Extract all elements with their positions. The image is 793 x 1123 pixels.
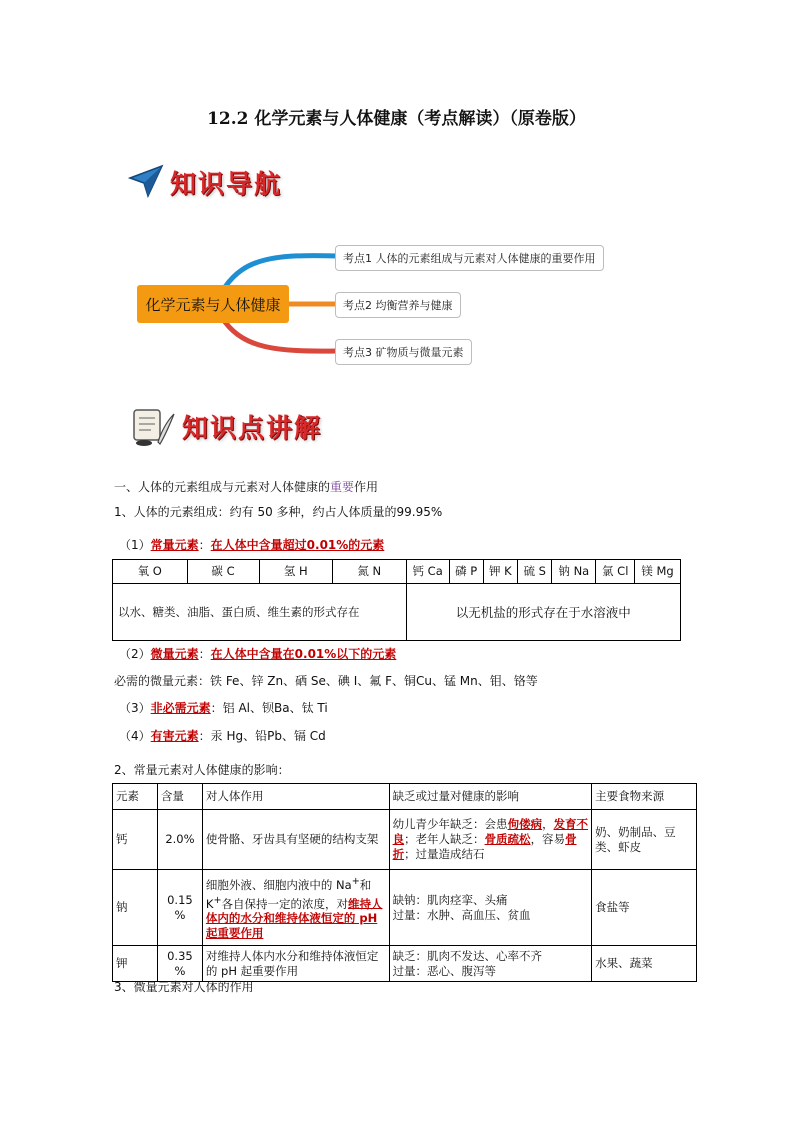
header-cell: 主要食物来源 bbox=[592, 784, 697, 810]
element-name: 钙 bbox=[113, 810, 158, 870]
macro-elements-table bbox=[112, 559, 681, 641]
element-cell: 钠 Na bbox=[552, 560, 596, 584]
effect-highlight: 发育不良 bbox=[392, 817, 589, 846]
element-role bbox=[202, 870, 389, 946]
organic-form-cell: 以水、糖类、油脂、蛋白质、维生素的形式存在 bbox=[113, 584, 407, 641]
nonessential-term: 非必需元素 bbox=[150, 701, 211, 715]
effect-deficiency: 缺乏：肌肉不发达、心率不齐 bbox=[392, 948, 543, 963]
effect-text: ；过量造成结石 bbox=[404, 847, 485, 861]
element-name: 钾 bbox=[113, 946, 158, 982]
element-effect bbox=[389, 870, 592, 946]
header-cell: 元素 bbox=[113, 784, 158, 810]
nonessential-list: ：铝 Al、钡Ba、钛 Ti bbox=[210, 701, 328, 715]
effect-text: ， bbox=[542, 817, 554, 831]
macro-effects-table bbox=[112, 783, 697, 982]
food-source: 食盐等 bbox=[592, 870, 697, 946]
section-heading-highlight: 重要 bbox=[330, 480, 355, 494]
role-text: 各自保持一定的浓度， bbox=[221, 896, 337, 911]
macro-term: 常量元素 bbox=[150, 538, 199, 552]
form-row bbox=[113, 584, 681, 641]
effect-excess: 过量：恶心、腹泻等 bbox=[392, 963, 497, 978]
food-source: 水果、蔬菜 bbox=[592, 946, 697, 982]
element-cell: 氮 N bbox=[333, 560, 406, 584]
food-source: 奶、奶制品、豆类、虾皮 bbox=[592, 810, 697, 870]
element-content: 0.15 % bbox=[157, 870, 202, 946]
element-role: 对维持人体内水分和维持体液恒定的 pH 起重要作用 bbox=[202, 946, 389, 982]
page-title: 12.2 化学元素与人体健康（考点解读）（原卷版） bbox=[207, 109, 586, 129]
element-effect bbox=[389, 946, 592, 982]
mindmap-branch-2: 考点2 均衡营养与健康 bbox=[335, 292, 461, 318]
element-name: 钠 bbox=[113, 870, 158, 946]
element-cell: 氧 O bbox=[113, 560, 188, 584]
section-heading-text: 一、人体的元素组成与元素对人体健康的 bbox=[114, 480, 331, 494]
section-heading bbox=[114, 479, 378, 495]
role-superscript: + bbox=[213, 894, 222, 906]
micro-element-definition bbox=[119, 646, 396, 662]
micro-definition: 在人体中含量在0.01%以下的元素 bbox=[210, 647, 397, 661]
element-cell: 钙 Ca bbox=[406, 560, 449, 584]
micro-term: 微量元素 bbox=[150, 647, 199, 661]
element-cell: 磷 P bbox=[449, 560, 483, 584]
effect-deficiency: 缺钠：肌肉痉挛、头痛 bbox=[392, 892, 508, 907]
harmful-elements bbox=[119, 728, 326, 744]
banner-knowledge-navigation: 知识导航 bbox=[170, 170, 283, 200]
mindmap-branch-3: 考点3 矿物质与微量元素 bbox=[335, 339, 472, 365]
scroll-quill-icon bbox=[128, 404, 176, 448]
element-cell: 钾 K bbox=[483, 560, 518, 584]
table-row bbox=[113, 810, 697, 870]
effect-highlight: 骨质疏松 bbox=[484, 832, 531, 846]
macro-element-definition bbox=[119, 537, 384, 553]
banner-knowledge-points: 知识点讲解 bbox=[182, 414, 323, 444]
macro-effects-heading: 2、常量元素对人体健康的影响： bbox=[114, 763, 290, 777]
role-text: 和 K bbox=[205, 877, 372, 911]
element-effect bbox=[389, 810, 592, 870]
element-row bbox=[113, 560, 681, 584]
element-cell: 碳 C bbox=[187, 560, 259, 584]
effect-text: ；老年人缺乏： bbox=[404, 832, 485, 846]
composition-line: 1、人体的元素组成：约有 50 多种，约占人体质量的99.95% bbox=[114, 505, 443, 519]
effect-text: ，容易 bbox=[530, 832, 566, 846]
harmful-list: ：汞 Hg、铅Pb、镉 Cd bbox=[198, 729, 326, 743]
mindmap-center-node: 化学元素与人体健康 bbox=[137, 285, 289, 323]
element-cell: 氢 H bbox=[259, 560, 333, 584]
essential-trace-elements: 必需的微量元素：铁 Fe、锌 Zn、硒 Se、碘 I、氟 F、铜Cu、锰 Mn、钼、铬等 bbox=[114, 674, 538, 688]
effect-text: 幼儿青少年缺乏：会患 bbox=[392, 817, 508, 831]
micro-prefix: （2） bbox=[119, 647, 151, 661]
inorganic-form-cell: 以无机盐的形式存在于水溶液中 bbox=[406, 584, 681, 641]
harmful-term: 有害元素 bbox=[150, 729, 199, 743]
element-role: 使骨骼、牙齿具有坚硬的结构支架 bbox=[202, 810, 389, 870]
micro-colon: ： bbox=[198, 647, 211, 661]
table-row bbox=[113, 870, 697, 946]
header-cell: 含量 bbox=[157, 784, 202, 810]
nonessential-elements bbox=[119, 700, 328, 716]
nonessential-prefix: （3） bbox=[119, 701, 151, 715]
effect-excess: 过量：水肿、高血压、贫血 bbox=[392, 907, 531, 922]
element-content: 0.35 % bbox=[157, 946, 202, 982]
role-text: 细胞外液、细胞内液中的 Na bbox=[205, 877, 352, 892]
section-heading-tail: 作用 bbox=[354, 480, 379, 494]
trace-effects-heading: 3、微量元素对人体的作用 bbox=[114, 980, 254, 994]
harmful-prefix: （4） bbox=[119, 729, 151, 743]
table-row bbox=[113, 946, 697, 982]
role-superscript: + bbox=[351, 875, 360, 887]
table-header-row bbox=[113, 784, 697, 810]
header-cell: 缺乏或过量对健康的影响 bbox=[389, 784, 592, 810]
macro-prefix: （1） bbox=[119, 538, 151, 552]
role-highlight: 维持人体内的水分和维持体液恒定的 pH 起重要作用 bbox=[205, 896, 383, 941]
header-cell: 对人体作用 bbox=[202, 784, 389, 810]
macro-definition: 在人体中含量超过0.01%的元素 bbox=[210, 538, 385, 552]
effect-highlight: 骨折 bbox=[392, 832, 577, 861]
element-cell: 氯 Cl bbox=[596, 560, 635, 584]
element-content: 2.0% bbox=[157, 810, 202, 870]
element-cell: 硫 S bbox=[518, 560, 552, 584]
element-cell: 镁 Mg bbox=[635, 560, 681, 584]
effect-highlight: 佝偻病 bbox=[507, 817, 543, 831]
role-text: 对 bbox=[336, 896, 348, 911]
macro-colon: ： bbox=[198, 538, 211, 552]
mindmap-branch-1: 考点1 人体的元素组成与元素对人体健康的重要作用 bbox=[335, 245, 604, 271]
